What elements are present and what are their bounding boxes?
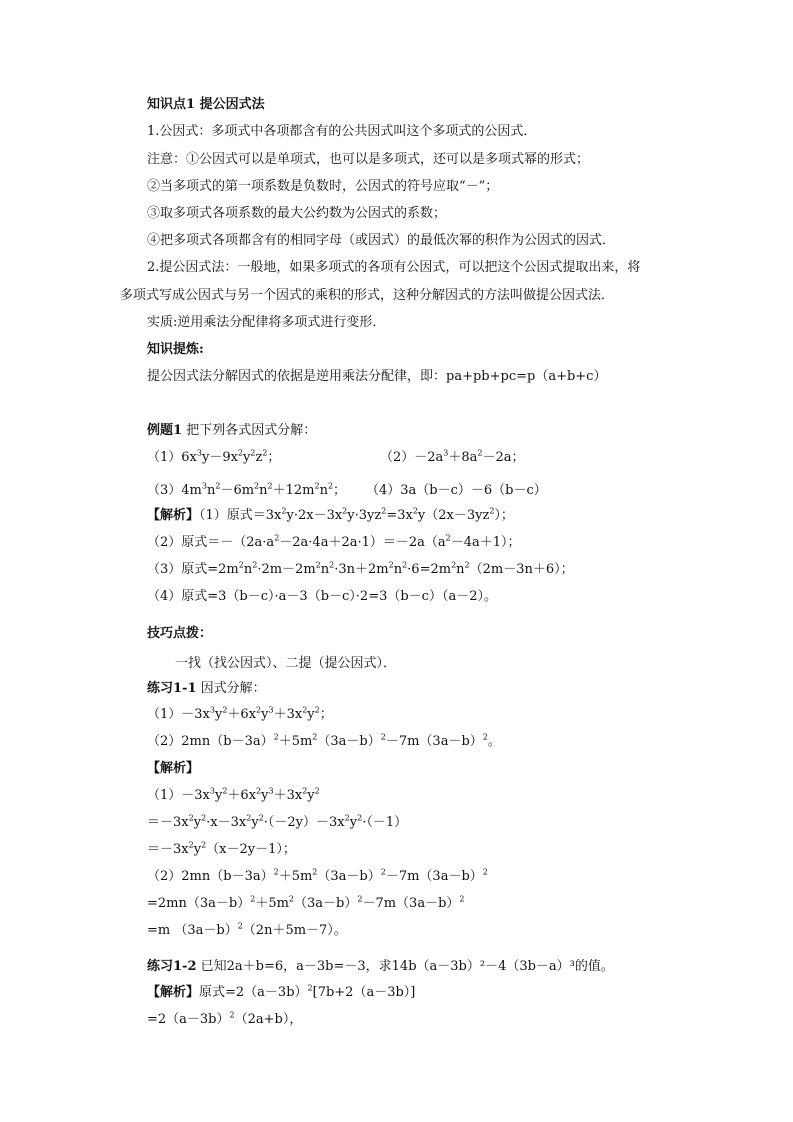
practice-1-2-solution-1: 【解析】原式$=2(a-3b)^2[7b+2(a-3b)]$	[147, 983, 416, 1000]
practice-1-1-analysis-label: 【解析】	[147, 761, 200, 776]
practice-1-1-text: 因式分解：	[200, 681, 266, 696]
practice-1-1-solution-4: $(2)2mn(b-3a)^2+5m^2(3a-b)^2-7m(3a-b)^2$	[147, 867, 488, 884]
method-paragraph-2: 多项式写成公因式与另一个因式的乘积的形式，这种分解因式的方法叫做提公因式法．	[120, 288, 615, 303]
example-1-label: 例题1	[147, 423, 183, 438]
practice-1-1-label: 练习1-1	[147, 681, 197, 696]
practice-1-2-text: 已知2a＋b=6，a－3b=－3，求14b（a－3b）²－4（3b－a）³的值。	[200, 959, 614, 974]
example-1-item-2: $(2)-2a^3+8a^2-2a$；	[380, 448, 525, 465]
practice-1-1-solution-6: =m $(3a-b)^2(2n+5m-7)$。	[147, 921, 347, 938]
practice-1-1-solution-2: $=-3x^2y^2\cdot x-3x^2y^2\cdot(-2y)-3x^2y^2\cdot(-1)$	[147, 813, 408, 830]
note-line-3: ③取多项式各项系数的最大公约数为公因式的系数；	[147, 206, 447, 221]
example-1-solution-1: 【解析】（1）原式$=3x^2y\cdot 2x-3x^2y\cdot 3yz^2=3x^2y(2x-3yz^2)$；	[147, 506, 514, 523]
tips-title: 技巧点拨：	[147, 626, 213, 641]
example-1-item-1: $(1)6x^3y-9x^2y^2z^2$；	[147, 448, 281, 465]
example-1-text: 把下列各式因式分解：	[186, 423, 317, 438]
example-1-solution-2: （2）原式$=-(2a\cdot a^2-2a\cdot 4a+2a\cdot 1)=-2a(a^2-4a+1)$；	[147, 533, 521, 550]
practice-1-1-item-1: $(1)-3x^3y^2+6x^2y^3+3x^2y^2$；	[147, 705, 333, 722]
practice-1-2-label: 练习1-2	[147, 959, 197, 974]
practice-1-1-item-2: $(2)2mn(b-3a)^2+5m^2(3a-b)^2-7m(3a-b)^2$。	[147, 732, 501, 749]
practice-1-2-solution-2: $=2(a-3b)^2(2a+b)$，	[147, 1010, 303, 1027]
definition-paragraph: 1.公因式：多项式中各项都含有的公共因式叫这个多项式的公因式．	[147, 124, 537, 139]
section-title: 知识点1 提公因式法	[147, 97, 265, 112]
note-line-2: ②当多项式的第一项系数是负数时，公因式的符号应取“－”；	[147, 179, 499, 194]
practice-1-1-heading	[147, 680, 266, 698]
example-1-solution-3: （3）原式$=2m^2n^2\cdot 2m-2m^2n^2\cdot 3n+2m^2n^2\cdot 6=2m^2n^2(2m-3n+6)$；	[147, 560, 574, 577]
practice-1-1-solution-3: $=-3x^2y^2(x-2y-1)$；	[147, 840, 296, 857]
practice-1-2-heading	[147, 958, 614, 976]
refine-title: 知识提炼:	[147, 342, 204, 357]
refine-text: 提公因式法分解因式的依据是逆用乘法分配律，即：pa+pb+pc=p（a+b+c）	[147, 369, 607, 384]
practice-1-1-solution-5: $=2mn(3a-b)^2+5m^2(3a-b)^2-7m(3a-b)^2$	[147, 894, 465, 911]
example-1-heading	[147, 422, 316, 440]
tips-text: 一找（找公因式）、二提（提公因式）．	[175, 656, 397, 671]
essence-line: 实质:逆用乘法分配律将多项式进行变形．	[147, 315, 386, 330]
note-line-1: 注意：①公因式可以是单项式，也可以是多项式，还可以是多项式幂的形式；	[147, 152, 590, 167]
note-line-4: ④把多项式各项都含有的相同字母（或因式）的最低次幂的积作为公因式的因式．	[147, 233, 616, 248]
example-1-item-3: $(3)4m^3n^2-6m^2n^2+12m^2n^2$；	[147, 481, 347, 498]
practice-1-1-solution-1: $(1)-3x^3y^2+6x^2y^3+3x^2y^2$	[147, 786, 320, 803]
example-1-item-4: （4）3a（b－c）－6（b－c）	[366, 483, 547, 498]
example-1-solution-4: （4）原式=3（b－c）·a－3（b－c）·2=3（b－c）（a－2）。	[147, 589, 497, 604]
method-paragraph-1: 2.提公因式法：一般地，如果多项式的各项有公因式，可以把这个公因式提取出来，将	[147, 260, 641, 275]
